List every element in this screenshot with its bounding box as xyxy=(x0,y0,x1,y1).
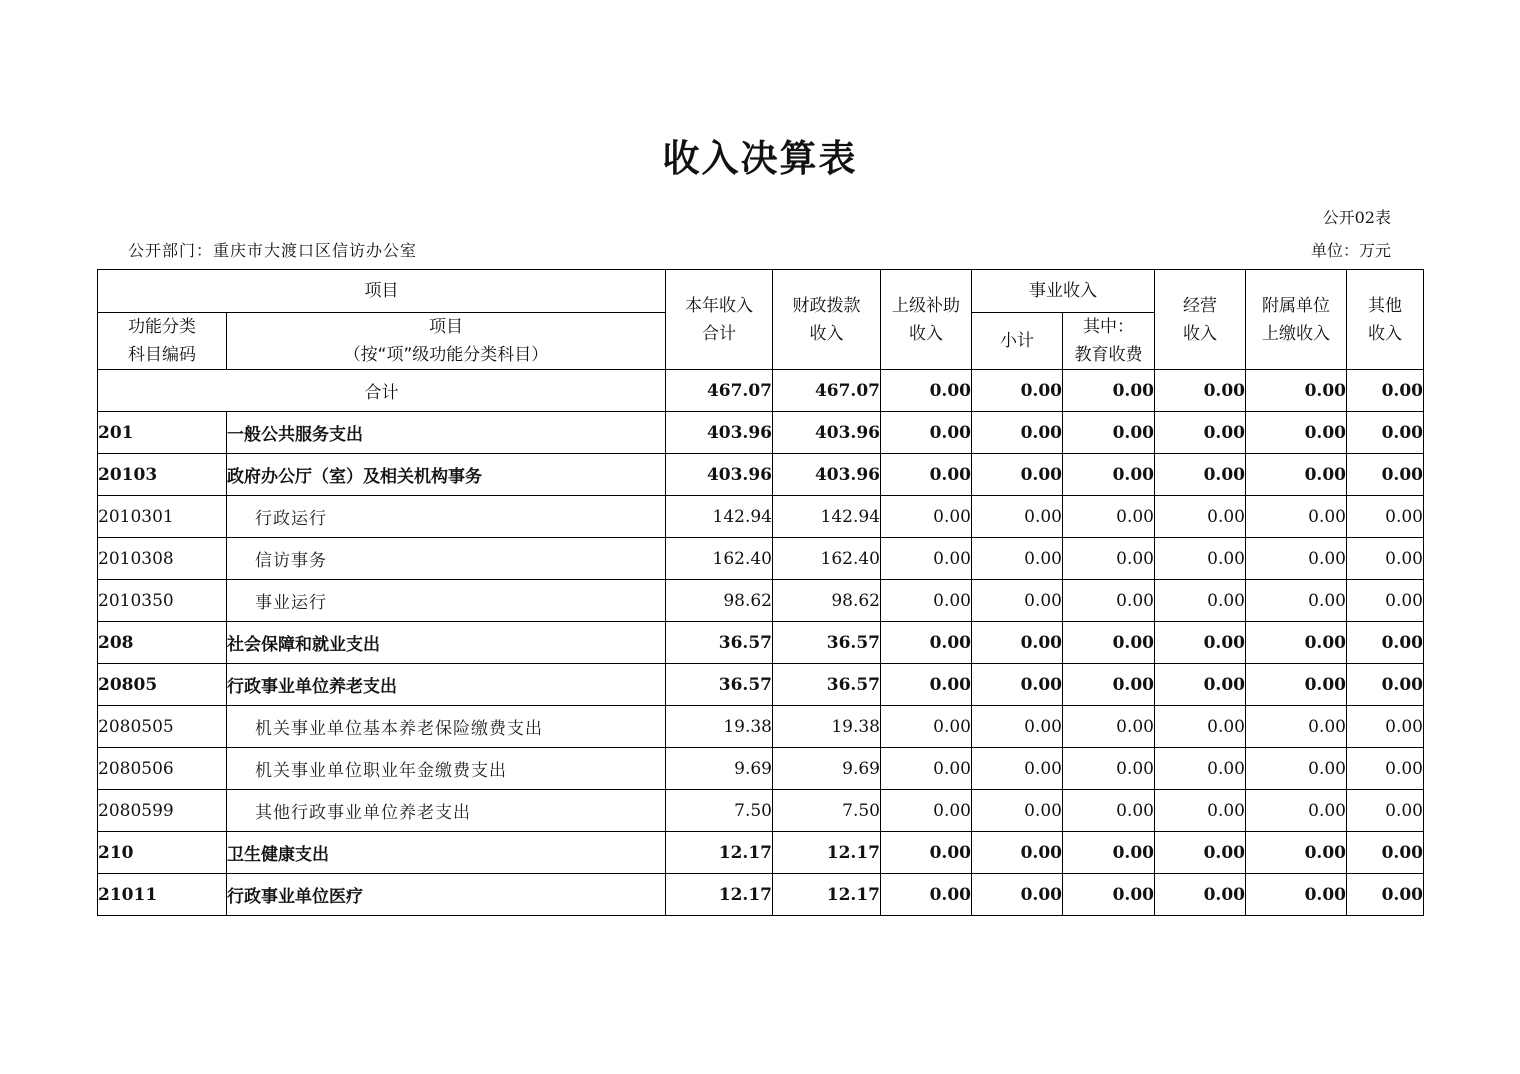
row-value: 0.00 xyxy=(1347,664,1424,706)
row-value: 0.00 xyxy=(1246,706,1347,748)
header-total-income: 本年收入 合计 xyxy=(666,270,773,370)
row-value: 0.00 xyxy=(1063,832,1155,874)
row-name: 行政事业单位医疗 xyxy=(227,874,666,916)
total-cell: 0.00 xyxy=(881,370,972,412)
row-value: 0.00 xyxy=(1063,790,1155,832)
department-label: 公开部门：重庆市大渡口区信访办公室 xyxy=(128,241,418,260)
row-code: 2080599 xyxy=(98,790,227,832)
row-value: 12.17 xyxy=(773,832,881,874)
row-name: 机关事业单位职业年金缴费支出 xyxy=(227,748,666,790)
header-superior: 上级补助 收入 xyxy=(881,270,972,370)
total-row xyxy=(98,370,1424,412)
row-code: 2010308 xyxy=(98,538,227,580)
row-value: 0.00 xyxy=(1347,874,1424,916)
row-value: 403.96 xyxy=(773,454,881,496)
row-value: 36.57 xyxy=(773,622,881,664)
row-value: 0.00 xyxy=(1347,622,1424,664)
row-value: 19.38 xyxy=(773,706,881,748)
page-title: 收入决算表 xyxy=(662,137,858,180)
row-value: 0.00 xyxy=(1246,874,1347,916)
row-value: 0.00 xyxy=(972,496,1063,538)
unit-label: 单位：万元 xyxy=(1310,241,1391,260)
header-item: 项目 （按“项”级功能分类科目） xyxy=(227,313,666,370)
row-value: 0.00 xyxy=(881,412,972,454)
row-value: 0.00 xyxy=(1246,454,1347,496)
table-row xyxy=(98,748,1424,790)
row-value: 0.00 xyxy=(972,748,1063,790)
row-value: 9.69 xyxy=(773,748,881,790)
row-value: 36.57 xyxy=(666,664,773,706)
total-cell: 0.00 xyxy=(972,370,1063,412)
row-value: 0.00 xyxy=(1246,412,1347,454)
row-code: 2080505 xyxy=(98,706,227,748)
table-row xyxy=(98,454,1424,496)
row-value: 0.00 xyxy=(1246,496,1347,538)
row-code: 210 xyxy=(98,832,227,874)
row-value: 98.62 xyxy=(666,580,773,622)
header-subtotal: 小计 xyxy=(972,313,1063,370)
row-value: 0.00 xyxy=(1063,538,1155,580)
row-value: 0.00 xyxy=(1155,538,1246,580)
row-value: 0.00 xyxy=(881,496,972,538)
row-value: 0.00 xyxy=(881,622,972,664)
row-value: 0.00 xyxy=(1347,580,1424,622)
row-value: 0.00 xyxy=(972,580,1063,622)
row-value: 0.00 xyxy=(1063,580,1155,622)
row-value: 0.00 xyxy=(1063,664,1155,706)
row-value: 0.00 xyxy=(1246,832,1347,874)
row-value: 0.00 xyxy=(1155,832,1246,874)
total-cell: 0.00 xyxy=(1246,370,1347,412)
total-cell: 467.07 xyxy=(773,370,881,412)
total-cell: 0.00 xyxy=(1155,370,1246,412)
row-value: 0.00 xyxy=(1347,454,1424,496)
row-value: 0.00 xyxy=(1246,748,1347,790)
row-value: 12.17 xyxy=(773,874,881,916)
header-education-fee: 其中： 教育收费 xyxy=(1063,313,1155,370)
table-row xyxy=(98,832,1424,874)
row-value: 0.00 xyxy=(1155,706,1246,748)
row-name: 社会保障和就业支出 xyxy=(227,622,666,664)
row-value: 0.00 xyxy=(1155,412,1246,454)
row-name: 行政运行 xyxy=(227,496,666,538)
row-value: 0.00 xyxy=(1155,664,1246,706)
row-value: 0.00 xyxy=(881,454,972,496)
row-value: 0.00 xyxy=(1347,538,1424,580)
income-table xyxy=(97,269,1424,916)
row-value: 0.00 xyxy=(1155,454,1246,496)
row-value: 0.00 xyxy=(1155,580,1246,622)
header-affiliated: 附属单位 上缴收入 xyxy=(1246,270,1347,370)
row-value: 0.00 xyxy=(1155,622,1246,664)
row-value: 0.00 xyxy=(881,538,972,580)
table-row xyxy=(98,790,1424,832)
row-name: 信访事务 xyxy=(227,538,666,580)
row-value: 403.96 xyxy=(666,454,773,496)
row-name: 卫生健康支出 xyxy=(227,832,666,874)
row-code: 2080506 xyxy=(98,748,227,790)
row-value: 0.00 xyxy=(972,706,1063,748)
row-value: 0.00 xyxy=(972,538,1063,580)
row-value: 36.57 xyxy=(773,664,881,706)
header-project: 项目 xyxy=(98,270,666,313)
row-value: 0.00 xyxy=(972,622,1063,664)
table-row xyxy=(98,580,1424,622)
row-value: 12.17 xyxy=(666,832,773,874)
table-row xyxy=(98,496,1424,538)
row-value: 0.00 xyxy=(1063,874,1155,916)
header-func-code: 功能分类 科目编码 xyxy=(98,313,227,370)
row-value: 0.00 xyxy=(1246,622,1347,664)
row-value: 0.00 xyxy=(1347,832,1424,874)
row-code: 208 xyxy=(98,622,227,664)
row-value: 98.62 xyxy=(773,580,881,622)
row-value: 403.96 xyxy=(666,412,773,454)
row-value: 0.00 xyxy=(1347,496,1424,538)
row-value: 0.00 xyxy=(972,832,1063,874)
row-value: 0.00 xyxy=(1063,622,1155,664)
row-value: 36.57 xyxy=(666,622,773,664)
row-value: 0.00 xyxy=(1155,748,1246,790)
row-value: 0.00 xyxy=(1347,748,1424,790)
table-header xyxy=(98,270,1424,370)
table-row xyxy=(98,706,1424,748)
row-name: 一般公共服务支出 xyxy=(227,412,666,454)
row-name: 机关事业单位基本养老保险缴费支出 xyxy=(227,706,666,748)
row-value: 9.69 xyxy=(666,748,773,790)
row-value: 0.00 xyxy=(881,832,972,874)
row-code: 201 xyxy=(98,412,227,454)
row-value: 162.40 xyxy=(666,538,773,580)
row-value: 0.00 xyxy=(881,580,972,622)
row-value: 0.00 xyxy=(1246,580,1347,622)
row-value: 0.00 xyxy=(1155,874,1246,916)
row-value: 0.00 xyxy=(972,664,1063,706)
row-value: 0.00 xyxy=(1063,496,1155,538)
row-value: 0.00 xyxy=(1246,664,1347,706)
row-value: 142.94 xyxy=(773,496,881,538)
table-row xyxy=(98,664,1424,706)
row-value: 0.00 xyxy=(1347,790,1424,832)
row-value: 0.00 xyxy=(881,706,972,748)
row-value: 0.00 xyxy=(972,454,1063,496)
row-value: 12.17 xyxy=(666,874,773,916)
row-value: 0.00 xyxy=(1063,748,1155,790)
table-row xyxy=(98,538,1424,580)
row-value: 0.00 xyxy=(1063,706,1155,748)
table-row xyxy=(98,622,1424,664)
row-value: 0.00 xyxy=(881,874,972,916)
row-value: 19.38 xyxy=(666,706,773,748)
row-value: 0.00 xyxy=(1155,496,1246,538)
row-value: 0.00 xyxy=(1063,454,1155,496)
header-fiscal: 财政拨款 收入 xyxy=(773,270,881,370)
row-value: 0.00 xyxy=(1246,790,1347,832)
row-value: 0.00 xyxy=(972,790,1063,832)
row-value: 0.00 xyxy=(972,412,1063,454)
row-value: 7.50 xyxy=(666,790,773,832)
total-cell: 467.07 xyxy=(666,370,773,412)
table-body xyxy=(98,370,1424,916)
row-code: 2010350 xyxy=(98,580,227,622)
header-business: 经营 收入 xyxy=(1155,270,1246,370)
row-value: 162.40 xyxy=(773,538,881,580)
row-code: 2010301 xyxy=(98,496,227,538)
table-row xyxy=(98,412,1424,454)
row-value: 0.00 xyxy=(1063,412,1155,454)
row-code: 20805 xyxy=(98,664,227,706)
row-value: 0.00 xyxy=(881,790,972,832)
total-cell: 0.00 xyxy=(1347,370,1424,412)
row-name: 行政事业单位养老支出 xyxy=(227,664,666,706)
row-value: 0.00 xyxy=(881,664,972,706)
row-value: 0.00 xyxy=(1246,538,1347,580)
row-value: 142.94 xyxy=(666,496,773,538)
total-cell: 0.00 xyxy=(1063,370,1155,412)
row-value: 0.00 xyxy=(1347,706,1424,748)
total-label: 合计 xyxy=(98,370,666,412)
header-other: 其他 收入 xyxy=(1347,270,1424,370)
row-name: 政府办公厅（室）及相关机构事务 xyxy=(227,454,666,496)
row-value: 0.00 xyxy=(972,874,1063,916)
row-code: 20103 xyxy=(98,454,227,496)
row-value: 0.00 xyxy=(1155,790,1246,832)
row-name: 其他行政事业单位养老支出 xyxy=(227,790,666,832)
row-name: 事业运行 xyxy=(227,580,666,622)
table-row xyxy=(98,874,1424,916)
row-value: 0.00 xyxy=(881,748,972,790)
table-number: 公开02表 xyxy=(1322,208,1391,227)
row-value: 7.50 xyxy=(773,790,881,832)
row-value: 403.96 xyxy=(773,412,881,454)
row-code: 21011 xyxy=(98,874,227,916)
row-value: 0.00 xyxy=(1347,412,1424,454)
header-career-income: 事业收入 xyxy=(972,270,1155,313)
